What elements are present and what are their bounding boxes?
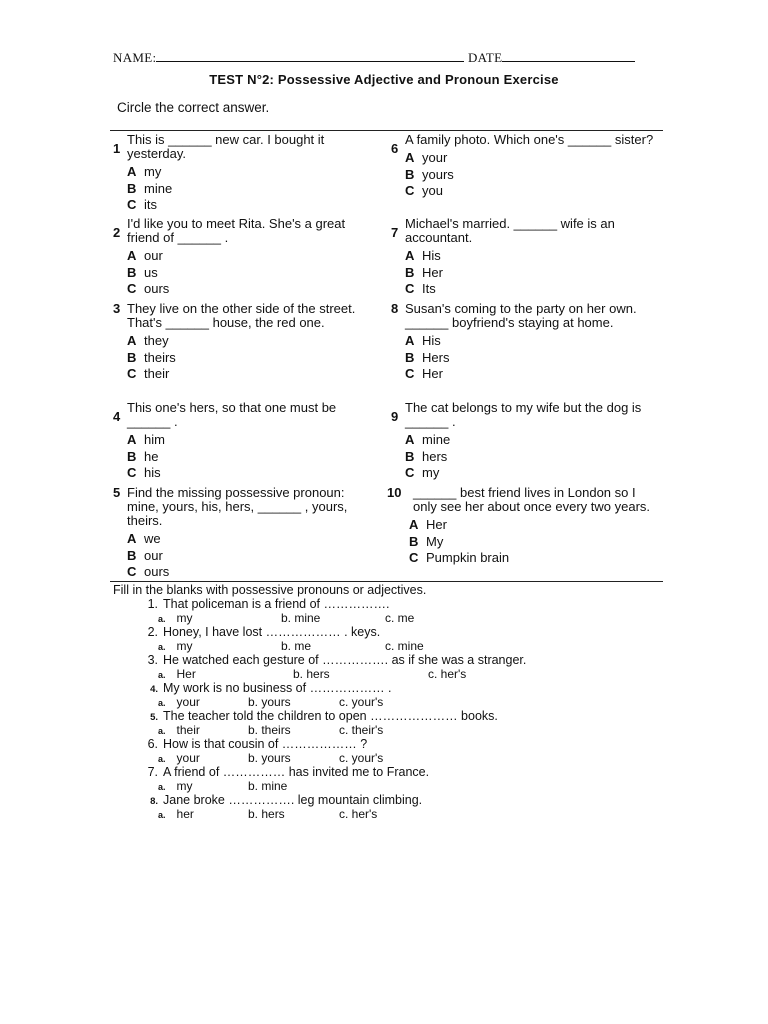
fill-item-5: 5. The teacher told the children to open ………………… books. xyxy=(150,709,498,723)
option-c[interactable]: C Its xyxy=(405,281,436,296)
option-b[interactable]: B My xyxy=(409,533,444,549)
option-a[interactable]: a. my xyxy=(158,639,193,653)
fill-item-7: 7. A friend of …………… has invited me to France. xyxy=(147,765,430,779)
option-c[interactable]: c. me xyxy=(385,611,415,625)
option-a[interactable]: A our xyxy=(127,248,163,263)
fill-sentence: My work is no business of ……………… . xyxy=(163,681,392,695)
option-c[interactable]: C my xyxy=(405,465,440,480)
option-b[interactable]: B Her xyxy=(405,264,443,280)
option-b[interactable]: B us xyxy=(127,264,158,280)
option-a[interactable]: A His xyxy=(405,333,441,348)
fill-sentence: A friend of …………… has invited me to France. xyxy=(163,765,430,779)
top-divider xyxy=(110,130,663,131)
fill-item-1: 1. That policeman is a friend of ……………. xyxy=(147,597,390,611)
option-b[interactable]: B he xyxy=(127,448,159,464)
fill-sentence: That policeman is a friend of ……………. xyxy=(163,597,390,611)
option-a[interactable]: A we xyxy=(127,531,161,546)
fill-sentence: Honey, I have lost ……………… . keys. xyxy=(163,625,381,639)
question-number: 2 xyxy=(113,225,121,240)
date-label: DATE xyxy=(467,50,503,65)
option-c[interactable]: C ours xyxy=(127,564,170,579)
question-7 xyxy=(391,217,659,298)
option-b[interactable]: B theirs xyxy=(127,349,176,365)
question-stem: A family photo. Which one's ______ sister? xyxy=(405,132,654,147)
option-b[interactable]: b. hers xyxy=(293,667,330,681)
option-c[interactable]: c. her's xyxy=(428,667,467,681)
option-a[interactable]: A him xyxy=(127,432,165,447)
name-label: NAME: xyxy=(113,50,157,65)
question-number: 8 xyxy=(391,301,399,316)
question-stem: The cat belongs to my wife but the dog is ______ . xyxy=(405,400,642,429)
option-b[interactable]: B our xyxy=(127,547,163,563)
option-a[interactable]: A my xyxy=(127,164,162,179)
question-number: 7 xyxy=(391,225,399,240)
fill-item-8: 8. Jane broke ……………. leg mountain climbing. xyxy=(150,793,423,807)
option-a[interactable]: a. their xyxy=(158,723,200,737)
page-title: TEST N°2: Possessive Adjective and Pronoun Exercise xyxy=(209,72,559,87)
question-stem: ______ best friend lives in London so I only see her about once every two years. xyxy=(413,485,651,514)
question-stem: They live on the other side of the street. That's ______ house, the red one. xyxy=(127,301,356,330)
question-number: 5 xyxy=(113,485,121,500)
option-c[interactable]: C you xyxy=(405,183,443,198)
option-c[interactable]: C Pumpkin brain xyxy=(409,550,510,565)
option-a[interactable]: a. Her xyxy=(158,667,196,681)
question-6 xyxy=(391,133,659,200)
question-10 xyxy=(387,486,655,567)
option-b[interactable]: B hers xyxy=(405,448,448,464)
question-stem: Michael's married. ______ wife is an accountant. xyxy=(405,216,615,245)
name-blank[interactable] xyxy=(156,50,464,62)
option-c[interactable]: c. her's xyxy=(339,807,378,821)
option-b[interactable]: B mine xyxy=(127,180,173,196)
instruction-text: Circle the correct answer. xyxy=(117,100,270,115)
option-b[interactable]: B Hers xyxy=(405,349,450,365)
option-a[interactable]: A His xyxy=(405,248,441,263)
option-a[interactable]: A mine xyxy=(405,432,451,447)
option-a[interactable]: A your xyxy=(405,150,448,165)
name-date-line xyxy=(113,50,635,66)
option-a[interactable]: A Her xyxy=(409,517,447,532)
question-number: 4 xyxy=(113,409,121,424)
option-a[interactable]: a. my xyxy=(158,779,193,793)
option-b[interactable]: b. theirs xyxy=(248,723,291,737)
option-a[interactable]: a. your xyxy=(158,695,200,709)
question-stem: This one's hers, so that one must be ______ . xyxy=(127,400,337,429)
option-a[interactable]: A they xyxy=(127,333,169,348)
option-c[interactable]: C their xyxy=(127,366,170,381)
option-c[interactable]: C its xyxy=(127,197,157,212)
question-stem: Find the missing possessive pronoun: mine, yours, his, hers, ______ , yours, theirs. xyxy=(127,485,348,528)
fill-item-2: 2. Honey, I have lost ……………… . keys. xyxy=(147,625,381,639)
question-stem: Susan's coming to the party on her own. ______ boyfriend's staying at home. xyxy=(405,301,637,330)
question-stem: I'd like you to meet Rita. She's a great friend of ______ . xyxy=(127,216,346,245)
fill-item-6: 6. How is that cousin of ……………… ? xyxy=(147,737,368,751)
fill-sentence: He watched each gesture of ……………. as if she was a stranger. xyxy=(163,653,527,667)
option-c[interactable]: c. mine xyxy=(385,639,424,653)
option-c[interactable]: c. their's xyxy=(339,723,384,737)
fill-sentence: How is that cousin of ……………… ? xyxy=(163,737,368,751)
date-blank[interactable] xyxy=(502,50,635,62)
question-number: 9 xyxy=(391,409,399,424)
option-c[interactable]: c. your's xyxy=(339,695,384,709)
option-b[interactable]: b. me xyxy=(281,639,312,653)
question-2 xyxy=(113,217,381,298)
question-8 xyxy=(391,302,659,383)
question-5 xyxy=(113,486,381,581)
question-number: 3 xyxy=(113,301,121,316)
fill-item-4: 4. My work is no business of ……………… . xyxy=(150,681,392,695)
question-4 xyxy=(113,401,381,482)
option-b[interactable]: b. mine xyxy=(281,611,321,625)
fill-item-3: 3. He watched each gesture of ……………. as if she was a stranger. xyxy=(147,653,527,667)
question-stem: This is ______ new car. I bought it yesterday. xyxy=(127,132,325,161)
option-b[interactable]: b. yours xyxy=(248,751,291,765)
fill-heading: Fill in the blanks with possessive pronouns or adjectives. xyxy=(113,583,427,597)
option-b[interactable]: b. yours xyxy=(248,695,291,709)
fill-sentence: Jane broke ……………. leg mountain climbing. xyxy=(163,793,423,807)
option-c[interactable]: c. your's xyxy=(339,751,384,765)
fill-sentence: The teacher told the children to open ………………… books. xyxy=(163,709,498,723)
option-b[interactable]: b. hers xyxy=(248,807,285,821)
bottom-divider xyxy=(110,581,663,582)
option-c[interactable]: C Her xyxy=(405,366,443,381)
question-1 xyxy=(113,133,381,214)
question-3 xyxy=(113,302,381,383)
option-a[interactable]: a. your xyxy=(158,751,200,765)
option-a[interactable]: a. my xyxy=(158,611,193,625)
option-c[interactable]: C his xyxy=(127,465,161,480)
option-b[interactable]: b. mine xyxy=(248,779,288,793)
question-number: 1 xyxy=(113,141,121,156)
option-a[interactable]: a. her xyxy=(158,807,194,821)
question-number: 6 xyxy=(391,141,399,156)
question-number: 10 xyxy=(387,485,402,500)
option-c[interactable]: C ours xyxy=(127,281,170,296)
option-b[interactable]: B yours xyxy=(405,166,454,182)
question-9 xyxy=(391,401,659,482)
